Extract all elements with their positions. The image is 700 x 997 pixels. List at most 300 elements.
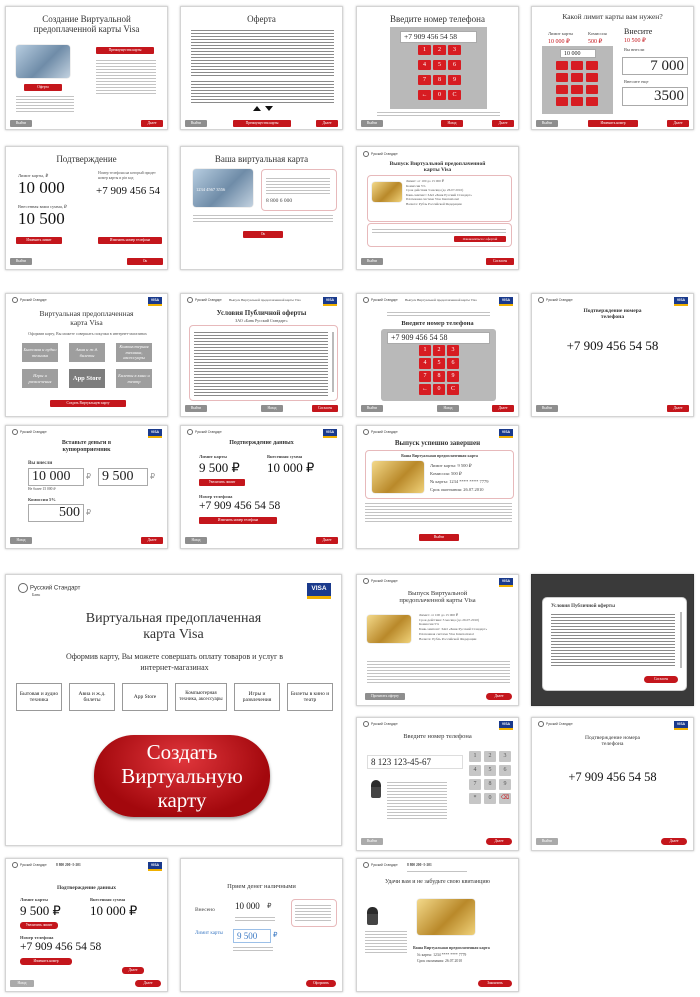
- change-phone-button[interactable]: Изменить номер: [20, 958, 72, 965]
- screen-enter-phone: [356, 6, 519, 130]
- screen-title: Выпуск Виртуальной предоплаченной карты Visa: [389, 161, 486, 174]
- scrollbar[interactable]: [332, 332, 334, 392]
- key-7[interactable]: 7: [418, 75, 431, 85]
- card-expiry: Срок окончания: 26.07.2010: [430, 487, 484, 492]
- limit-note: [233, 945, 273, 951]
- term-item: Комиссия 5%: [419, 622, 440, 627]
- commission-label: Комиссия: [588, 31, 607, 36]
- bank-logo-text: Русский Стандарт: [546, 297, 573, 302]
- offer-text-box: [189, 325, 338, 401]
- term-item: Валюта: Рубль Российской Федерации: [419, 636, 477, 641]
- deposited-label: Внесено: [195, 907, 215, 913]
- operator-avatar: [367, 907, 378, 925]
- card-label: Ваша Виртуальная предоплаченная карта: [413, 945, 490, 950]
- screen-virtual-card-menu: [5, 293, 168, 417]
- offer-modal: [542, 597, 687, 691]
- limit-input[interactable]: 10 000: [560, 49, 596, 58]
- screen-issue-card-info: [356, 574, 519, 706]
- tile-cinema[interactable]: Билеты в кино и театр: [116, 369, 152, 388]
- total-value: 10 500: [18, 209, 65, 228]
- key-8[interactable]: 8: [433, 371, 445, 382]
- key-backspace[interactable]: ←: [418, 90, 431, 100]
- screen-cash-deposit: [180, 858, 343, 992]
- submit-button[interactable]: Оформить: [306, 980, 336, 987]
- hint-text: [377, 110, 500, 116]
- change-phone-button[interactable]: Изменить номер телефона: [199, 517, 277, 524]
- limit-value: 9 500 ₽: [199, 460, 240, 475]
- card-footer-text: [193, 213, 333, 223]
- screen-title: Оферта: [247, 14, 276, 24]
- screen-offer: [180, 6, 343, 130]
- limit-box: 9 500: [98, 468, 148, 486]
- visa-logo: VISA: [148, 429, 162, 438]
- screen-issue-complete: [356, 425, 519, 549]
- tile-cinema[interactable]: Билеты в кино и театр: [287, 683, 333, 711]
- key-3[interactable]: 3: [448, 45, 461, 55]
- screen-title: Какой лимит карты вам нужен?: [562, 12, 663, 21]
- total-value: 10 000 ₽: [267, 460, 315, 475]
- screen-card-limit: [531, 6, 694, 130]
- term-item: Валюта: Рубль Российской Федерации: [406, 201, 462, 206]
- screen-virtual-card-menu-large: [5, 574, 342, 846]
- bank-logo-icon: [363, 721, 369, 727]
- key-4[interactable]: 4: [419, 358, 431, 369]
- deposited-label: Вы внесли: [28, 461, 53, 466]
- limit-label: Лимит карты: [195, 931, 223, 936]
- change-limit-button[interactable]: Изменить лимит: [16, 237, 62, 244]
- key-1[interactable]: 1: [419, 345, 431, 356]
- exit-button[interactable]: Выйти: [185, 405, 207, 412]
- bank-logo: [18, 583, 80, 593]
- bank-logo: [12, 862, 47, 868]
- instruction-text: [387, 310, 490, 318]
- card-info-box: [261, 169, 337, 211]
- tile-tickets[interactable]: Авиа и ж.д. билеты: [69, 343, 105, 362]
- screen-insert-money: [5, 425, 168, 549]
- next-button[interactable]: Далее: [316, 120, 338, 127]
- deposited-box: 7 000: [622, 57, 688, 75]
- bank-logo: [12, 297, 47, 303]
- bank-logo-text: Русский Стандарт: [371, 297, 398, 302]
- key-backspace[interactable]: ⌫: [499, 793, 511, 804]
- screen-data-confirmation-v2: [5, 858, 168, 992]
- key-2[interactable]: 2: [433, 45, 446, 55]
- screen-subtitle: Оформив карту, Вы можете совершать оплату товаров и услуг в интернет-магазинах: [65, 652, 284, 672]
- key-clear[interactable]: C: [447, 384, 459, 395]
- next-button[interactable]: Далее: [486, 838, 512, 845]
- exit-button[interactable]: Выйти: [361, 120, 383, 127]
- key-8[interactable]: 8: [484, 779, 496, 790]
- bank-logo: [538, 297, 573, 303]
- screen-title: Введите номер телефона: [403, 733, 472, 740]
- screen-title: Ваша виртуальная карта: [214, 154, 309, 164]
- limit-label: Лимит карты: [20, 897, 48, 902]
- term-item: Банк-эмитент: ЗАО «Банк Русский Стандарт»: [419, 627, 488, 632]
- key-6[interactable]: [586, 73, 598, 82]
- screen-title: Выпуск Виртуальной предоплаченной карты Visa: [399, 590, 476, 605]
- phone-input[interactable]: +7 909 456 54 58: [387, 332, 490, 344]
- next-button[interactable]: Далее: [316, 537, 338, 544]
- info-text: [387, 780, 447, 820]
- benefits-text: [96, 58, 156, 96]
- key-2[interactable]: 2: [484, 751, 496, 762]
- key-0[interactable]: 0: [484, 793, 496, 804]
- screen-title: Вставьте деньги в купюроприемник: [61, 440, 112, 453]
- screen-title: Подтверждение номера телефона: [585, 735, 640, 748]
- next-button[interactable]: Далее: [667, 405, 689, 412]
- benefits-button[interactable]: Преимущества карты: [233, 120, 291, 127]
- back-button[interactable]: Назад: [10, 537, 32, 544]
- screen-data-confirmation: [180, 425, 343, 549]
- remain-box: 3500: [622, 87, 688, 106]
- visa-logo: VISA: [323, 429, 337, 438]
- agreement-box: [367, 223, 512, 247]
- bank-logo-icon: [363, 578, 369, 584]
- screen-your-virtual-card: [180, 146, 343, 270]
- key-8[interactable]: [571, 85, 583, 94]
- ok-button[interactable]: Ок: [127, 258, 163, 265]
- key-7[interactable]: 7: [419, 371, 431, 382]
- read-offer-button[interactable]: Прочитать оферту: [365, 693, 405, 700]
- limit-currency: ₽: [150, 472, 156, 481]
- key-1[interactable]: 1: [418, 45, 431, 55]
- visa-logo: VISA: [499, 578, 513, 587]
- scrollbar[interactable]: [680, 612, 682, 668]
- bank-logo: [363, 297, 398, 303]
- phone-value: +7 909 456 54 58: [566, 338, 659, 353]
- deposited-currency: ₽: [267, 902, 272, 910]
- key-9[interactable]: [586, 85, 598, 94]
- bank-logo: [12, 429, 47, 435]
- next-button[interactable]: Далее: [122, 967, 144, 974]
- gold-card-image: [417, 899, 475, 935]
- bank-logo-text: Русский Стандарт: [371, 862, 398, 867]
- bank-logo-text: Русский Стандарт: [371, 151, 398, 156]
- screen-offer-modal: [531, 574, 694, 706]
- bank-logo: [363, 721, 398, 727]
- bank-logo-icon: [538, 297, 544, 303]
- limit-value: 10 000: [18, 178, 65, 197]
- scroll-down-icon[interactable]: [265, 106, 273, 111]
- exit-button[interactable]: Выйти: [10, 258, 32, 265]
- limit-label: Лимит карты, ₽: [18, 173, 49, 178]
- key-backspace[interactable]: ←: [419, 384, 431, 395]
- key-0[interactable]: 0: [433, 384, 445, 395]
- commission-box: 500: [28, 504, 84, 522]
- create-card-button[interactable]: Создать Виртуальную карту: [94, 735, 270, 817]
- offer-text-block-2: [191, 79, 334, 103]
- card-details-title: Ваша Виртуальная предоплаченная карта: [401, 453, 478, 458]
- gold-card-image: [372, 182, 402, 202]
- change-phone-button[interactable]: Изменить номер телефона: [98, 237, 162, 244]
- agreement-text: [372, 227, 506, 234]
- agree-button[interactable]: Согласен: [486, 258, 514, 265]
- key-2[interactable]: 2: [433, 345, 445, 356]
- tile-games[interactable]: Игры и развлечения: [234, 683, 280, 711]
- card-info-text: [266, 176, 330, 194]
- next-button[interactable]: Далее: [667, 120, 689, 127]
- limit-label: Лимит карты: [548, 31, 574, 36]
- screen-title: Подтверждение: [56, 154, 117, 164]
- key-5[interactable]: 5: [484, 765, 496, 776]
- screen-title: Введите номер телефона: [390, 14, 485, 24]
- bank-logo: [187, 297, 222, 303]
- back-button[interactable]: Назад: [441, 120, 463, 127]
- visa-logo: VISA: [499, 429, 513, 438]
- bank-logo-text: Русский Стандарт: [195, 297, 222, 302]
- completion-text: [365, 501, 512, 522]
- deposited-currency: ₽: [86, 472, 92, 481]
- phone-input[interactable]: 8 123 123-45-67: [367, 755, 463, 769]
- key-7[interactable]: [556, 85, 568, 94]
- term-item: Платежная система Visa International: [406, 197, 460, 202]
- screen-enter-phone-v2: [356, 293, 519, 417]
- key-3[interactable]: [586, 61, 598, 70]
- term-item: Лимит: от 100 до 15 000 ₽: [406, 179, 444, 183]
- bank-logo-icon: [363, 429, 369, 435]
- term-item: Срок действия 3 месяца (до 26.07.2010): [406, 188, 464, 193]
- bank-logo-icon: [187, 297, 193, 303]
- info-avatar: [371, 780, 381, 798]
- screen-issue-card-terms: [356, 146, 519, 270]
- exit-button[interactable]: Выйти: [185, 120, 207, 127]
- tile-app-store[interactable]: App Store: [122, 683, 168, 711]
- offer-text-block-1: [191, 28, 334, 76]
- bills-text: [295, 903, 331, 922]
- info-text: [367, 659, 510, 683]
- key-5[interactable]: [571, 73, 583, 82]
- limit-label: Лимит карты: [199, 454, 227, 459]
- phone-label: Номер телефона: [199, 494, 233, 499]
- tile-computers[interactable]: Компьютерная техника, аксессуары: [116, 343, 152, 362]
- exit-button[interactable]: Выйти: [536, 405, 558, 412]
- offer-button[interactable]: Оферта: [24, 84, 62, 91]
- bank-logo-icon: [12, 862, 18, 868]
- next-button[interactable]: Далее: [141, 537, 163, 544]
- header-phone: 8 800 200 -5-201: [56, 863, 81, 867]
- key-6[interactable]: 6: [448, 60, 461, 70]
- exit-button[interactable]: Выйти: [536, 120, 558, 127]
- bank-logo-icon: [363, 862, 369, 868]
- remain-label: Внесите еще: [624, 79, 649, 84]
- deposited-value: 10 000: [235, 901, 260, 911]
- card-number: № карты: 1234 **** **** 7779: [417, 953, 467, 957]
- limit-keypad: [542, 46, 613, 114]
- screen-subtitle: Оформив карту, Вы можете совершать покупки в интернет-магазинах: [28, 331, 147, 336]
- increase-limit-button[interactable]: Увеличить лимит: [199, 479, 245, 486]
- key-5[interactable]: 5: [433, 358, 445, 369]
- phone-input[interactable]: +7 909 456 54 58: [400, 31, 477, 43]
- phone-value: +7 909 456 54 58: [20, 941, 102, 953]
- read-offer-button[interactable]: Ознакомиться с офертой: [454, 236, 506, 242]
- key-1[interactable]: 1: [469, 751, 481, 762]
- total-label: Внесенная вами сумма, ₽: [18, 204, 67, 209]
- bank-logo-text: Русский Стандарт: [20, 862, 47, 867]
- bank-logo-icon: [363, 151, 369, 157]
- next-button[interactable]: Далее: [486, 693, 512, 700]
- card-expiry: Срок окончания: 26.07.2010: [417, 959, 463, 963]
- exit-button[interactable]: Выйти: [361, 838, 383, 845]
- next-button[interactable]: Далее: [492, 405, 514, 412]
- tile-app-store[interactable]: App Store: [69, 369, 105, 388]
- tile-tickets[interactable]: Авиа и ж.д. билеты: [69, 683, 115, 711]
- card-commission: Комиссия: 500 ₽: [430, 471, 462, 476]
- header-text: Выпуск Виртуальной предоплаченной карты Visa: [229, 298, 301, 302]
- screen-phone-confirmation: [531, 293, 694, 417]
- screen-title: Виртуальная предоплаченная карта Visa: [85, 611, 262, 643]
- key-3[interactable]: 3: [447, 345, 459, 356]
- ok-button[interactable]: Ок: [243, 231, 283, 238]
- screen-subtitle: ЗАО «Банк Русский Стандарт»: [235, 318, 288, 323]
- visa-logo: VISA: [148, 297, 162, 306]
- keypad: [390, 27, 487, 109]
- bank-logo: [187, 429, 222, 435]
- tile-appliances[interactable]: Бытовая и аудио техника: [16, 683, 62, 711]
- screen-receipt-reminder: [356, 858, 519, 992]
- deposit-note: [235, 915, 275, 922]
- screen-confirmation: [5, 146, 168, 270]
- card-details-box: [365, 450, 514, 499]
- back-button[interactable]: Назад: [185, 537, 207, 544]
- bank-logo-text: Русский Стандарт: [371, 578, 398, 583]
- key-5[interactable]: 5: [433, 60, 446, 70]
- screen-title: Создание Виртуальной предоплаченной карты Visa: [33, 14, 140, 35]
- key-2[interactable]: [571, 61, 583, 70]
- terms-list: [406, 179, 508, 219]
- bank-logo-text: Русский Стандарт: [20, 297, 47, 302]
- bank-logo: [538, 721, 573, 727]
- scroll-up-icon[interactable]: [253, 106, 261, 111]
- agree-button[interactable]: Согласен: [644, 676, 678, 683]
- terms-box: [367, 175, 512, 222]
- screen-title: Виртуальная предоплаченная карта Visa: [39, 309, 134, 327]
- bank-logo: [363, 151, 398, 157]
- intro-text: [16, 94, 74, 112]
- limit-value: 10 000 ₽: [548, 39, 570, 45]
- change-number-button[interactable]: Изменить номер: [588, 120, 638, 127]
- bank-logo-text: Русский Стандарт: [371, 721, 398, 726]
- pay-label: Внесите: [624, 27, 653, 36]
- exit-button[interactable]: Выйти: [419, 534, 459, 541]
- exit-button[interactable]: Выйти: [361, 258, 383, 265]
- key-9[interactable]: 9: [448, 75, 461, 85]
- next-button[interactable]: Далее: [141, 120, 163, 127]
- bank-logo-icon: [12, 429, 18, 435]
- forward-button[interactable]: Далее: [135, 980, 161, 987]
- header-text: Выпуск Виртуальной предоплаченной карты Visa: [405, 298, 477, 302]
- key-0[interactable]: [571, 97, 583, 106]
- offer-text: [551, 612, 675, 668]
- back-button[interactable]: Назад: [10, 980, 34, 987]
- key-4[interactable]: [556, 73, 568, 82]
- key-backspace[interactable]: [556, 97, 568, 106]
- bank-logo: [363, 429, 398, 435]
- next-button[interactable]: Далее: [492, 120, 514, 127]
- gold-card-image: [367, 615, 411, 643]
- key-0[interactable]: 0: [433, 90, 446, 100]
- exit-button[interactable]: Выйти: [10, 120, 32, 127]
- bank-logo-text: Русский Стандарт: [20, 429, 47, 434]
- key-7[interactable]: 7: [469, 779, 481, 790]
- increase-limit-button[interactable]: Увеличить лимит: [20, 922, 58, 929]
- support-phone: 8 800 6 000: [266, 198, 293, 204]
- exit-button[interactable]: Выйти: [536, 838, 558, 845]
- key-6[interactable]: 6: [447, 358, 459, 369]
- benefits-button[interactable]: Преимущества карты: [96, 47, 154, 54]
- total-value: 10 000 ₽: [90, 903, 138, 918]
- screen-title: Условия Публичной оферты: [216, 309, 307, 317]
- finish-button[interactable]: Закончить: [478, 980, 512, 987]
- operator-text: [365, 929, 407, 955]
- key-9[interactable]: 9: [499, 779, 511, 790]
- agree-button[interactable]: Согласен: [312, 405, 338, 412]
- key-9[interactable]: 9: [447, 371, 459, 382]
- bank-logo: [363, 578, 398, 584]
- screen-title: Подтверждение номера телефона: [583, 308, 642, 321]
- key-4[interactable]: 4: [469, 765, 481, 776]
- phone-value: +7 909 456 54: [96, 185, 160, 197]
- exit-button[interactable]: Выйти: [361, 405, 383, 412]
- card-image: [16, 45, 70, 78]
- key-8[interactable]: 8: [433, 75, 446, 85]
- key-clear[interactable]: C: [448, 90, 461, 100]
- commission-label: Комиссия 5%: [28, 497, 56, 502]
- screen-title: Введите номер телефона: [401, 320, 474, 327]
- screen-title: Выпуск успешно завершен: [394, 439, 481, 447]
- key-star[interactable]: *: [469, 793, 481, 804]
- create-card-button[interactable]: Создать Виртуальную карту: [50, 400, 126, 407]
- phone-value: +7 909 456 54 58: [199, 500, 281, 512]
- bank-logo-sub: Банк: [32, 592, 41, 597]
- bank-logo-icon: [187, 429, 193, 435]
- keypad: [381, 329, 496, 401]
- deposited-box: 10 000: [28, 468, 84, 486]
- tile-appliances[interactable]: Бытовая и аудио техника: [22, 343, 58, 362]
- tile-games[interactable]: Игры и развлечения: [22, 369, 58, 388]
- screen-phone-confirmation-v2: [531, 717, 694, 851]
- key-3[interactable]: 3: [499, 751, 511, 762]
- key-clear[interactable]: [586, 97, 598, 106]
- phone-value: +7 909 456 54 58: [568, 770, 657, 784]
- term-item: Срок действия: 3 месяца (до 26.07.2010): [419, 617, 480, 622]
- header-phone: 8 800 200 -5-201: [407, 863, 432, 867]
- term-item: Комиссия 5%: [406, 183, 426, 188]
- back-button[interactable]: Назад: [261, 405, 283, 412]
- bank-logo-text: Русский Стандарт: [546, 721, 573, 726]
- screen-title: Прием денег наличными: [227, 883, 296, 890]
- phone-label: Номер телефона: [20, 935, 54, 940]
- screen-create-card-intro: [5, 6, 168, 130]
- bank-logo-icon: [363, 297, 369, 303]
- visa-logo: VISA: [674, 297, 688, 306]
- term-item: Лимит: от 100 до 15 000 ₽: [419, 613, 459, 617]
- term-item: Банк-эмитент: ЗАО «Банк Русский Стандарт»: [406, 192, 473, 197]
- term-item: Платежная система Visa International: [419, 631, 474, 636]
- screen-public-offer-terms: [180, 293, 343, 417]
- bank-logo-icon: [18, 583, 28, 593]
- key-1[interactable]: [556, 61, 568, 70]
- key-6[interactable]: 6: [499, 765, 511, 776]
- key-4[interactable]: 4: [418, 60, 431, 70]
- pay-value: 10 500 ₽: [624, 38, 646, 44]
- screen-title: Удачи вам и не забудьте свою квитанцию: [384, 879, 491, 885]
- back-button[interactable]: Назад: [437, 405, 459, 412]
- gold-card-image: [372, 461, 424, 493]
- tile-computers[interactable]: Компьютерная техника, аксессуары: [175, 683, 227, 711]
- limit-value: 9 500 ₽: [20, 903, 61, 918]
- phone-label: Номер телефона на который придет номер карты и pin код: [98, 171, 156, 181]
- next-button[interactable]: Далее: [661, 838, 687, 845]
